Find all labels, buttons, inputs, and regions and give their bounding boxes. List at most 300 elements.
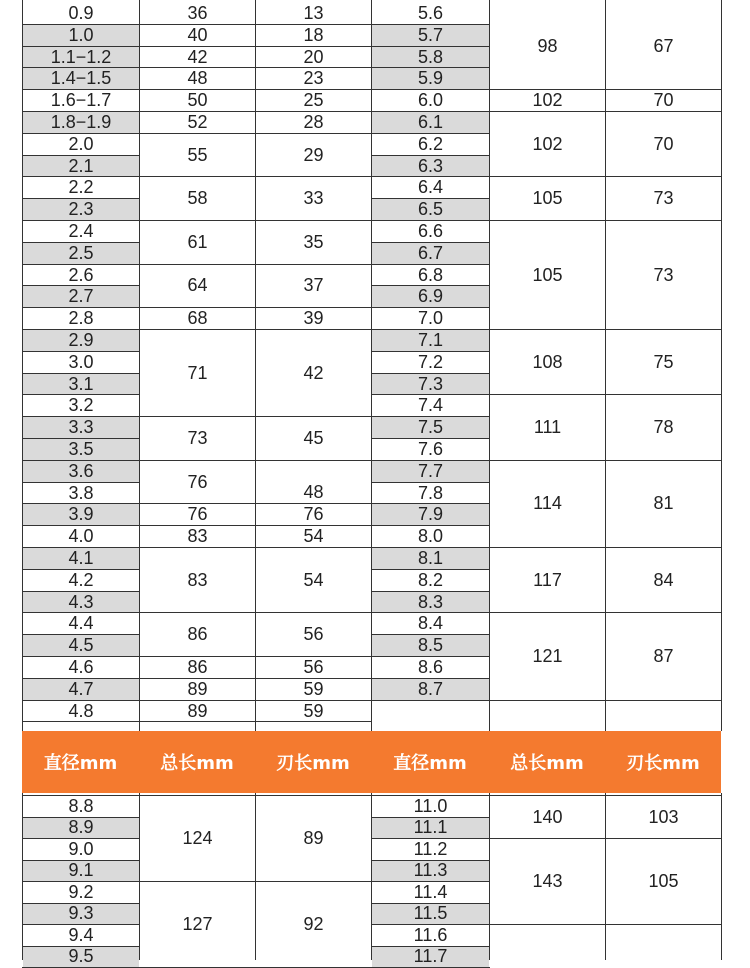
- top-table-cell: 39: [303, 308, 324, 329]
- grid-line: [255, 89, 372, 90]
- grid-line: [605, 176, 722, 177]
- grid-line: [371, 612, 490, 613]
- grid-line: [139, 678, 256, 679]
- top-table-cell: 1.4−1.5: [23, 68, 139, 89]
- grid-line: [605, 924, 722, 925]
- grid-line: [22, 860, 140, 861]
- top-table-cell: 1.6−1.7: [50, 90, 112, 111]
- grid-line: [371, 547, 490, 548]
- grid-line: [371, 46, 490, 47]
- top-table-cell: 45: [303, 427, 324, 448]
- grid-line: [139, 220, 256, 221]
- grid-line: [139, 656, 256, 657]
- grid-line: [139, 612, 256, 613]
- grid-line: [371, 438, 490, 439]
- top-table-cell: 0.9: [68, 3, 94, 23]
- grid-line: [22, 612, 140, 613]
- top-table-cell: 6.9: [372, 286, 489, 307]
- top-table-cell: 8.4: [417, 613, 444, 634]
- grid-line: [139, 67, 256, 68]
- grid-line: [139, 133, 256, 134]
- grid-line: [22, 656, 140, 657]
- top-table-cell: 84: [653, 569, 674, 590]
- header-total-length-b: 总长mm: [510, 753, 584, 774]
- top-table-cell: 102: [532, 90, 563, 111]
- top-table-cell: 105: [532, 264, 563, 285]
- top-table-cell: 8.1: [372, 548, 489, 569]
- grid-line: [255, 307, 372, 308]
- grid-line: [255, 416, 372, 417]
- top-table-cell: 108: [532, 351, 563, 372]
- bottom-table-cell: 11.5: [372, 904, 489, 925]
- top-table-cell: 55: [187, 144, 208, 165]
- top-table-cell: 7.1: [372, 330, 489, 351]
- top-table-cell: 2.4: [68, 221, 94, 241]
- header-blade-length-a: 刃长mm: [276, 753, 350, 774]
- grid-line: [139, 264, 256, 265]
- grid-line: [371, 460, 490, 461]
- grid-line: [139, 329, 256, 330]
- grid-line: [371, 0, 372, 731]
- top-table-cell: 4.1: [23, 548, 139, 569]
- grid-line: [489, 0, 490, 731]
- top-table-cell: 105: [532, 188, 563, 209]
- top-table-cell: 6.8: [417, 264, 444, 285]
- top-table-cell: 5.9: [372, 68, 489, 89]
- top-table-cell: 6.5: [372, 199, 489, 220]
- grid-line: [139, 721, 256, 722]
- top-table-cell: 8.5: [372, 635, 489, 656]
- grid-line: [255, 24, 372, 25]
- grid-line: [605, 700, 722, 701]
- top-table-cell: 4.4: [68, 613, 94, 634]
- top-table-cell: 36: [187, 3, 208, 23]
- top-table-cell: 4.0: [68, 526, 94, 547]
- grid-line: [255, 220, 372, 221]
- grid-line: [22, 111, 140, 112]
- grid-line: [255, 503, 372, 504]
- grid-line: [22, 924, 140, 925]
- top-table-cell: 6.4: [417, 177, 444, 198]
- grid-line: [22, 795, 722, 796]
- grid-line: [22, 569, 140, 570]
- bottom-table-cell: 9.2: [68, 882, 94, 902]
- grid-line: [22, 793, 23, 960]
- top-table-cell: 37: [303, 275, 324, 296]
- top-table-cell: 86: [187, 624, 208, 645]
- grid-line: [489, 924, 606, 925]
- top-table-cell: 1.1−1.2: [23, 47, 139, 68]
- grid-line: [371, 373, 490, 374]
- top-table-cell: 98: [537, 35, 558, 56]
- top-table-cell: 29: [303, 144, 324, 165]
- top-table-cell: 76: [303, 504, 324, 525]
- grid-line: [22, 198, 140, 199]
- grid-line: [255, 264, 372, 265]
- bottom-table-cell: 92: [303, 914, 324, 934]
- grid-line: [22, 176, 140, 177]
- grid-line: [22, 0, 23, 731]
- grid-line: [255, 460, 372, 461]
- grid-line: [371, 198, 490, 199]
- grid-line: [139, 0, 140, 731]
- grid-line: [22, 503, 140, 504]
- grid-line: [371, 924, 490, 925]
- top-table-cell: 59: [303, 678, 324, 699]
- grid-line: [22, 351, 140, 352]
- top-table-cell: 76: [187, 471, 208, 492]
- grid-line: [139, 416, 256, 417]
- grid-line: [22, 721, 140, 722]
- bottom-table-cell: 11.0: [413, 796, 448, 816]
- top-table-cell: 6.0: [417, 90, 444, 111]
- grid-line: [371, 903, 490, 904]
- grid-line: [605, 89, 722, 90]
- bottom-table-cell: 11.6: [413, 925, 448, 945]
- grid-line: [22, 220, 140, 221]
- top-table-cell: 83: [187, 526, 208, 547]
- grid-line: [22, 547, 140, 548]
- grid-line: [255, 612, 372, 613]
- top-table-cell: 78: [653, 417, 674, 438]
- grid-line: [22, 881, 140, 882]
- top-table-cell: 2.7: [23, 286, 139, 307]
- top-table-cell: 73: [653, 264, 674, 285]
- top-table-cell: 4.2: [68, 569, 94, 590]
- grid-line: [139, 881, 256, 882]
- grid-line: [22, 285, 140, 286]
- grid-line: [371, 394, 490, 395]
- grid-line: [255, 133, 372, 134]
- top-table-cell: 1.0: [23, 25, 139, 46]
- grid-line: [371, 678, 490, 679]
- grid-line: [721, 793, 722, 960]
- grid-line: [371, 351, 490, 352]
- grid-line: [605, 793, 606, 960]
- grid-line: [22, 155, 140, 156]
- grid-line: [22, 373, 140, 374]
- grid-line: [371, 793, 372, 960]
- grid-line: [605, 612, 722, 613]
- grid-line: [22, 329, 140, 330]
- grid-line: [22, 416, 140, 417]
- grid-line: [489, 329, 606, 330]
- grid-line: [605, 0, 606, 731]
- grid-line: [371, 860, 490, 861]
- grid-line: [605, 111, 722, 112]
- grid-line: [139, 111, 256, 112]
- top-table-cell: 23: [303, 68, 324, 89]
- top-table-cell: 2.9: [23, 330, 139, 351]
- grid-line: [255, 881, 372, 882]
- top-table-cell: 13: [303, 3, 324, 23]
- grid-line: [139, 525, 256, 526]
- grid-line: [489, 612, 606, 613]
- grid-line: [371, 176, 490, 177]
- top-table-cell: 64: [187, 275, 208, 296]
- grid-line: [489, 111, 606, 112]
- grid-line: [255, 176, 372, 177]
- grid-line: [22, 946, 140, 947]
- top-table-cell: 3.0: [68, 351, 94, 372]
- grid-line: [371, 503, 490, 504]
- top-table-cell: 102: [532, 133, 563, 154]
- grid-line: [22, 307, 140, 308]
- grid-line: [22, 438, 140, 439]
- grid-line: [139, 46, 256, 47]
- top-table-cell: 4.6: [68, 657, 94, 677]
- grid-line: [255, 793, 256, 960]
- grid-line: [22, 817, 140, 818]
- top-table-cell: 58: [187, 188, 208, 209]
- grid-line: [22, 133, 140, 134]
- top-table-cell: 89: [187, 700, 208, 721]
- bottom-table-cell: 11.3: [372, 861, 489, 882]
- top-table-cell: 48: [303, 482, 324, 503]
- grid-line: [139, 89, 256, 90]
- grid-line: [139, 176, 256, 177]
- grid-line: [255, 67, 372, 68]
- top-table-cell: 71: [187, 362, 208, 383]
- grid-line: [139, 700, 256, 701]
- top-table-cell: 86: [187, 657, 208, 677]
- header-diameter-a: 直径mm: [43, 753, 118, 774]
- top-table-cell: 3.2: [68, 395, 94, 416]
- top-table-cell: 121: [532, 645, 563, 666]
- top-table-cell: 42: [303, 362, 324, 383]
- top-table-cell: 2.0: [68, 133, 94, 154]
- top-table-cell: 56: [303, 657, 324, 677]
- grid-line: [22, 678, 140, 679]
- top-table-cell: 7.8: [417, 482, 444, 503]
- header-diameter-b: 直径mm: [393, 753, 467, 774]
- top-table-cell: 83: [187, 569, 208, 590]
- top-table-cell: 114: [533, 493, 562, 514]
- top-table-cell: 8.6: [417, 657, 444, 677]
- top-table-cell: 28: [303, 112, 324, 132]
- top-table-cell: 7.9: [372, 504, 489, 525]
- grid-line: [371, 285, 490, 286]
- top-table-cell: 6.6: [417, 221, 444, 241]
- top-table-cell: 89: [187, 678, 208, 699]
- top-table-cell: 7.0: [417, 308, 444, 329]
- grid-line: [139, 460, 256, 461]
- top-table-cell: 70: [653, 90, 674, 111]
- grid-line: [255, 700, 372, 701]
- grid-line: [22, 394, 140, 395]
- grid-line: [371, 329, 490, 330]
- grid-line: [371, 656, 490, 657]
- grid-line: [371, 817, 490, 818]
- top-table-cell: 56: [303, 624, 324, 645]
- top-table-cell: 40: [187, 24, 208, 45]
- top-table-cell: 61: [187, 231, 208, 252]
- grid-line: [371, 569, 490, 570]
- bottom-table-cell: 105: [648, 871, 679, 891]
- header-blade-length-b: 刃长mm: [626, 753, 700, 774]
- top-table-cell: 20: [303, 46, 324, 67]
- top-table-cell: 42: [187, 46, 208, 67]
- grid-line: [22, 46, 140, 47]
- top-table-cell: 87: [653, 645, 674, 666]
- top-table-cell: 7.7: [372, 461, 489, 482]
- top-table-cell: 3.8: [68, 482, 94, 503]
- grid-line: [22, 903, 140, 904]
- grid-line: [139, 307, 256, 308]
- grid-line: [371, 264, 490, 265]
- grid-line: [371, 700, 490, 701]
- header-total-length-a: 总长mm: [160, 753, 234, 774]
- top-table-cell: 50: [187, 90, 208, 111]
- top-table-cell: 8.0: [417, 526, 444, 547]
- grid-line: [605, 460, 722, 461]
- top-table-cell: 52: [187, 112, 208, 132]
- grid-line: [605, 220, 722, 221]
- grid-line: [371, 881, 490, 882]
- grid-line: [139, 793, 140, 960]
- top-table-cell: 59: [303, 700, 324, 721]
- bottom-table-cell: 11.4: [413, 882, 448, 902]
- top-table-cell: 6.1: [372, 112, 489, 133]
- top-table-cell: 67: [653, 35, 674, 56]
- top-table-cell: 6.7: [372, 243, 489, 264]
- bottom-table-cell: 89: [303, 828, 324, 848]
- top-table-cell: 35: [303, 231, 324, 252]
- top-table-cell: 4.3: [23, 592, 139, 613]
- top-table-cell: 6.2: [417, 133, 444, 154]
- grid-line: [255, 721, 372, 722]
- grid-line: [255, 525, 372, 526]
- bottom-table-cell: 9.4: [68, 925, 94, 945]
- grid-line: [22, 264, 140, 265]
- grid-line: [255, 46, 372, 47]
- grid-line: [371, 155, 490, 156]
- grid-line: [371, 525, 490, 526]
- grid-line: [22, 700, 140, 701]
- grid-line: [489, 89, 606, 90]
- grid-line: [371, 242, 490, 243]
- top-table-cell: 2.5: [23, 243, 139, 264]
- grid-line: [371, 307, 490, 308]
- grid-line: [489, 460, 606, 461]
- top-table-cell: 7.2: [417, 351, 444, 372]
- grid-line: [605, 838, 722, 839]
- grid-line: [371, 133, 490, 134]
- grid-line: [22, 482, 140, 483]
- bottom-table-cell: 9.1: [23, 861, 139, 882]
- top-table-cell: 3.9: [23, 504, 139, 525]
- grid-line: [489, 793, 490, 960]
- grid-line: [371, 482, 490, 483]
- grid-line: [605, 394, 722, 395]
- top-table-cell: 3.5: [23, 439, 139, 460]
- top-table-cell: 8.2: [417, 569, 444, 590]
- top-table-cell: 73: [653, 188, 674, 209]
- grid-line: [371, 111, 490, 112]
- grid-line: [255, 111, 372, 112]
- top-table-cell: 8.3: [372, 592, 489, 613]
- top-table-cell: 5.6: [417, 3, 444, 23]
- grid-line: [371, 946, 490, 947]
- grid-line: [371, 634, 490, 635]
- bottom-table-cell: 9.5: [23, 947, 139, 968]
- grid-line: [371, 24, 490, 25]
- grid-line: [22, 634, 140, 635]
- top-table-cell: 7.5: [372, 417, 489, 438]
- top-table-cell: 3.1: [23, 374, 139, 395]
- grid-line: [22, 242, 140, 243]
- top-table-cell: 54: [303, 569, 324, 590]
- grid-line: [139, 24, 256, 25]
- top-table-cell: 7.6: [417, 439, 444, 459]
- bottom-table-cell: 124: [182, 828, 213, 848]
- grid-line: [489, 547, 606, 548]
- top-table-cell: 3.3: [23, 417, 139, 438]
- top-table-cell: 4.5: [23, 635, 139, 656]
- top-table-cell: 6.3: [372, 156, 489, 177]
- top-table-cell: 4.8: [68, 700, 94, 721]
- grid-line: [22, 24, 140, 25]
- top-table-cell: 33: [303, 188, 324, 209]
- grid-line: [22, 89, 140, 90]
- top-table-cell: 5.7: [372, 25, 489, 46]
- grid-line: [489, 700, 606, 701]
- grid-line: [139, 503, 256, 504]
- top-table-cell: 1.8−1.9: [23, 112, 139, 133]
- top-table-cell: 3.6: [23, 461, 139, 482]
- grid-line: [22, 591, 140, 592]
- bottom-table-cell: 11.1: [372, 818, 489, 839]
- top-table-cell: 18: [303, 24, 324, 45]
- grid-line: [22, 838, 140, 839]
- top-table-cell: 70: [653, 133, 674, 154]
- bottom-table-cell: 9.0: [68, 839, 94, 859]
- top-table-cell: 48: [187, 68, 208, 89]
- top-table-cell: 7.3: [372, 374, 489, 395]
- grid-line: [605, 547, 722, 548]
- grid-line: [371, 89, 490, 90]
- top-table-cell: 2.8: [68, 308, 94, 329]
- top-table-cell: 4.7: [23, 679, 139, 700]
- grid-line: [139, 547, 256, 548]
- grid-line: [605, 329, 722, 330]
- top-table-cell: 5.8: [372, 47, 489, 68]
- grid-line: [22, 460, 140, 461]
- bottom-table-cell: 11.7: [372, 947, 489, 968]
- top-table-cell: 54: [303, 526, 324, 547]
- top-table-cell: 7.4: [417, 395, 444, 416]
- grid-line: [371, 838, 490, 839]
- table-header-row: [22, 731, 721, 793]
- bottom-table-cell: 8.9: [23, 818, 139, 839]
- bottom-table-cell: 143: [532, 871, 563, 891]
- grid-line: [255, 678, 372, 679]
- bottom-table-cell: 11.2: [413, 839, 448, 859]
- top-table-cell: 2.1: [23, 156, 139, 177]
- grid-line: [371, 416, 490, 417]
- grid-line: [22, 525, 140, 526]
- grid-line: [255, 656, 372, 657]
- grid-line: [489, 838, 606, 839]
- bottom-table-cell: 127: [182, 914, 213, 934]
- top-table-cell: 8.7: [372, 679, 489, 700]
- top-table-cell: 76: [187, 504, 208, 525]
- top-table-cell: 81: [653, 493, 674, 514]
- grid-line: [371, 67, 490, 68]
- bottom-table-cell: 9.3: [23, 904, 139, 925]
- top-table-cell: 111: [533, 417, 562, 438]
- grid-line: [255, 0, 256, 731]
